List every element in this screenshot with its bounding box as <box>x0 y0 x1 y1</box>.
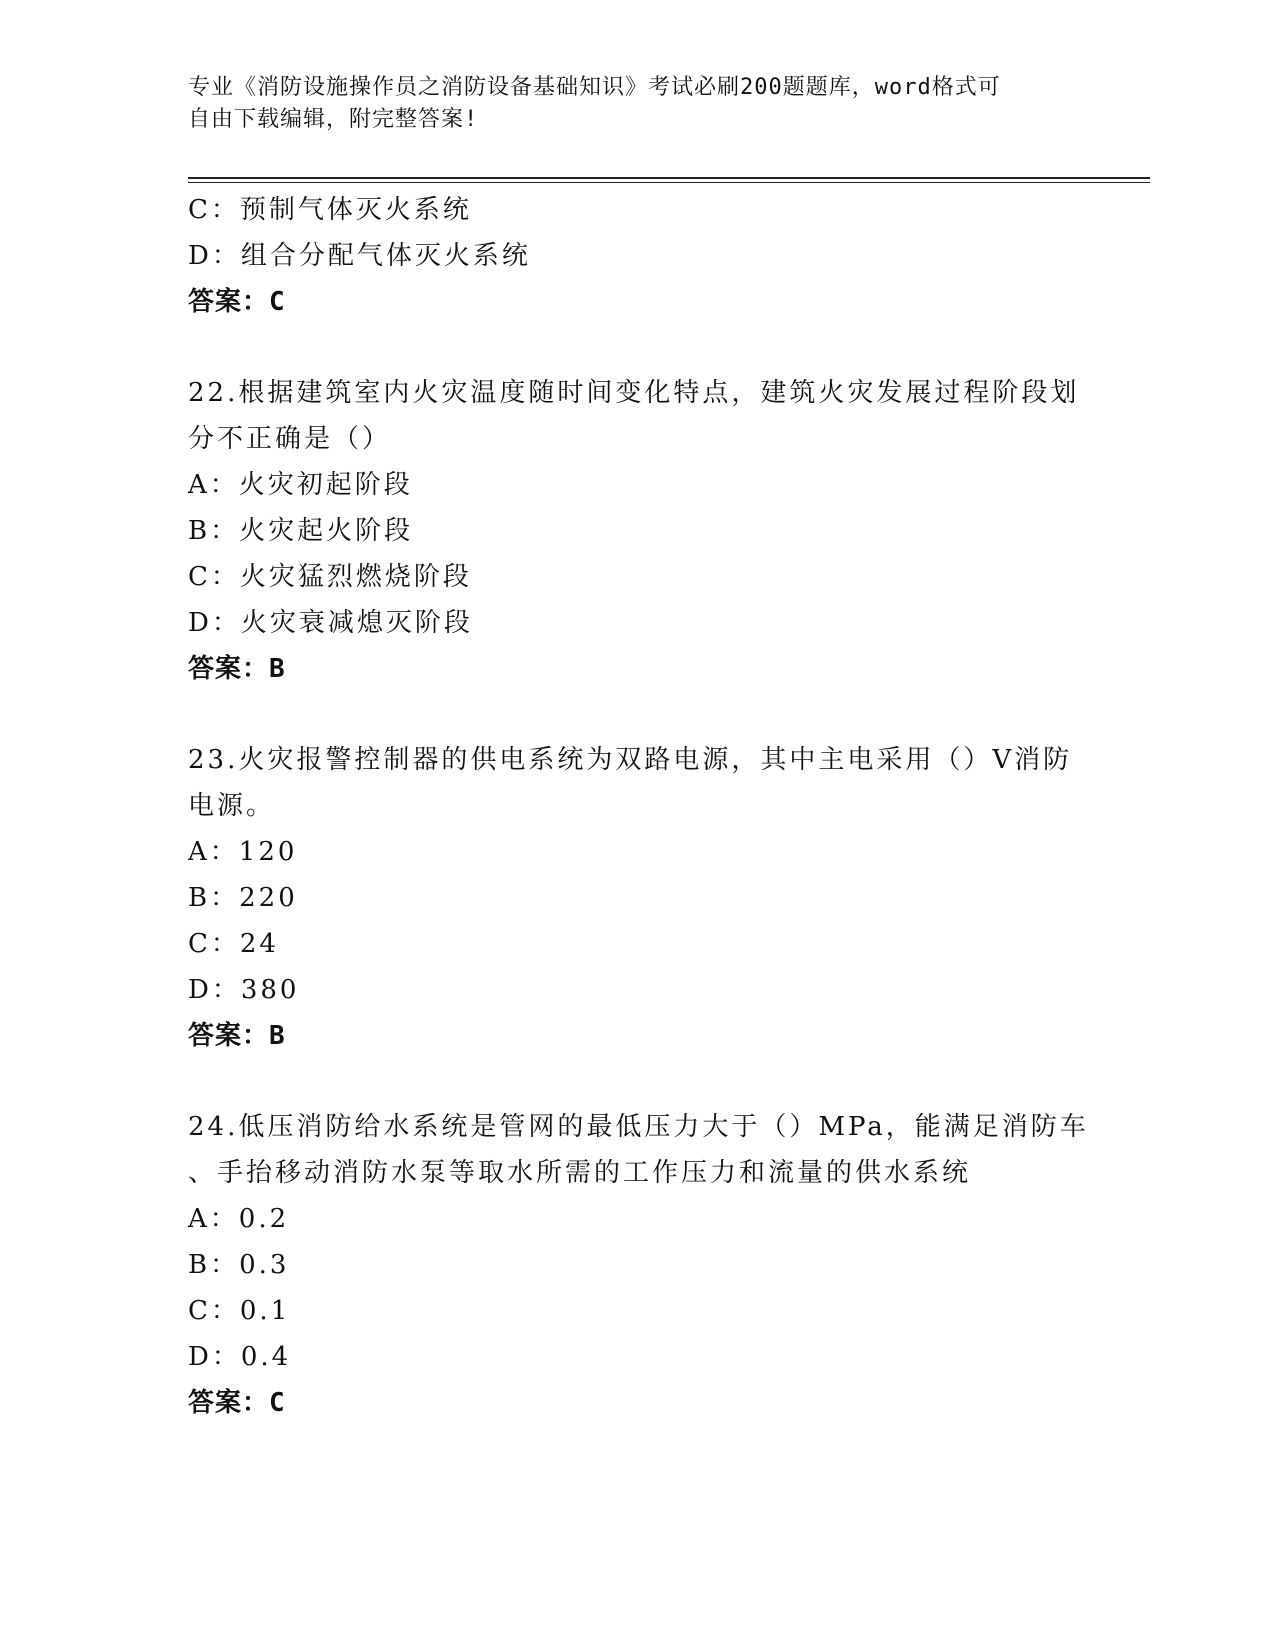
question-22-block <box>188 370 1088 692</box>
q21-option-c: C：预制气体灭火系统 <box>188 195 472 225</box>
q23-stem-line-2: 电源。 <box>188 791 276 821</box>
q22-option-a: A：火灾初起阶段 <box>188 470 413 500</box>
q22-option-b: B：火灾起火阶段 <box>188 516 414 546</box>
question-gap <box>188 325 1088 370</box>
q23-stem-line-1: 23.火灾报警控制器的供电系统为双路电源，其中主电采用（）V消防 <box>188 745 1073 775</box>
q23-option-c: C：24 <box>188 929 279 959</box>
header-divider-thick <box>188 177 1150 179</box>
q24-stem-line-2: 、手抬移动消防水泵等取水所需的工作压力和流量的供水系统 <box>188 1158 972 1188</box>
q22-stem-line-2: 分不正确是（） <box>188 424 392 454</box>
q23-option-a: A：120 <box>188 837 298 867</box>
q23-option-b: B：220 <box>188 883 298 913</box>
q24-option-d: D：0.4 <box>188 1342 292 1372</box>
question-24-block <box>188 1104 1088 1426</box>
q24-option-b: B：0.3 <box>188 1250 290 1280</box>
header-divider-thin <box>188 182 1150 183</box>
q22-option-d: D：火灾衰减熄灭阶段 <box>188 608 473 638</box>
header-title-line-1: 专业《消防设施操作员之消防设备基础知识》考试必刷200题题库，word格式可 <box>188 75 1001 100</box>
question-23-block <box>188 737 1088 1059</box>
q24-answer: 答案：C <box>188 1388 286 1418</box>
q23-option-d: D：380 <box>188 975 300 1005</box>
question-21-block <box>188 187 1088 325</box>
question-gap <box>188 692 1088 737</box>
q24-option-a: A：0.2 <box>188 1204 290 1234</box>
q22-stem-line-1: 22.根据建筑室内火灾温度随时间变化特点，建筑火灾发展过程阶段划 <box>188 378 1080 408</box>
q24-stem-line-1: 24.低压消防给水系统是管网的最低压力大于（）MPa，能满足消防车 <box>188 1112 1089 1142</box>
question-list <box>188 187 1088 1426</box>
question-gap <box>188 1059 1088 1104</box>
q24-option-c: C：0.1 <box>188 1296 291 1326</box>
q22-option-c: C：火灾猛烈燃烧阶段 <box>188 562 472 592</box>
q21-answer: 答案：C <box>188 287 286 317</box>
header-title-line-2: 自由下载编辑，附完整答案! <box>188 107 479 132</box>
q22-answer: 答案：B <box>188 654 286 684</box>
q23-answer: 答案：B <box>188 1021 286 1051</box>
document-header <box>188 72 1068 136</box>
q21-option-d: D：组合分配气体灭火系统 <box>188 241 531 271</box>
